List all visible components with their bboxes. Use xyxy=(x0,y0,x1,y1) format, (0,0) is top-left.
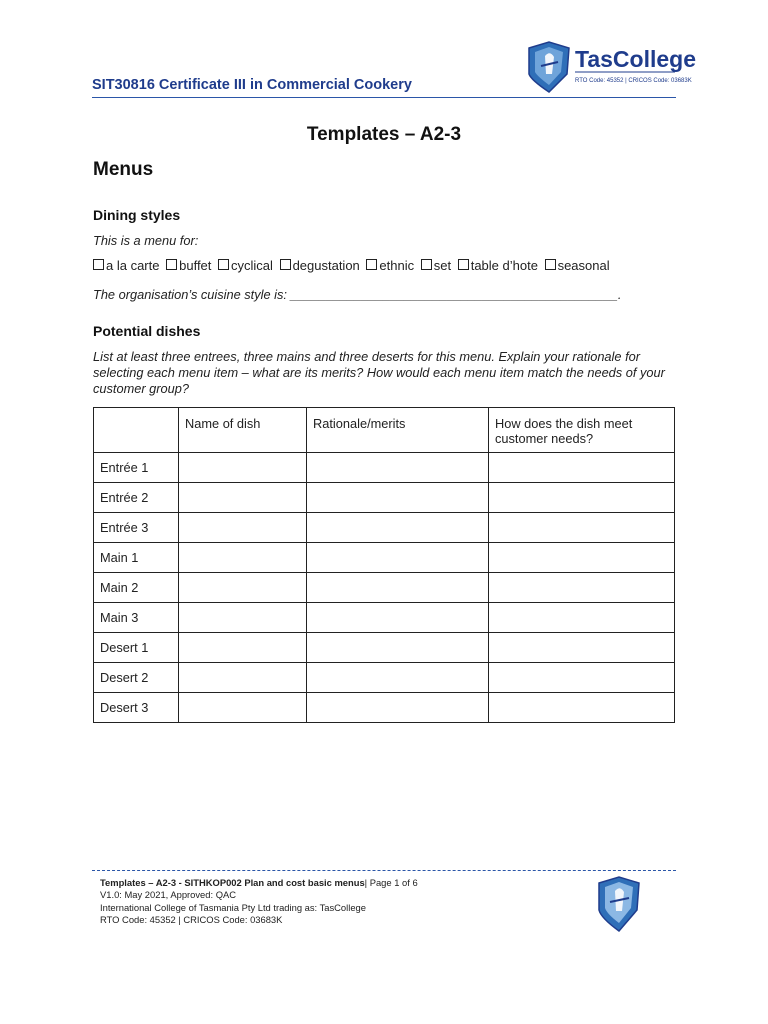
row-label: Entrée 3 xyxy=(94,513,179,543)
potential-dishes-heading: Potential dishes xyxy=(93,323,201,339)
column-header: Rationale/merits xyxy=(307,408,489,453)
rationale-cell[interactable] xyxy=(307,513,489,543)
potential-dishes-instructions: List at least three entrees, three mains and three deserts for this menu. Explain your rationale for selecting each menu item – what are its merits? How would each menu item match the needs of your customer group? xyxy=(93,349,665,396)
dining-option[interactable]: seasonal xyxy=(545,258,610,273)
customer-needs-cell[interactable] xyxy=(489,633,675,663)
table-row xyxy=(94,663,675,693)
dining-option[interactable]: table d’hote xyxy=(458,258,538,273)
checkbox-icon[interactable] xyxy=(280,259,291,270)
footer-line-1 xyxy=(100,877,418,889)
name-of-dish-cell[interactable] xyxy=(179,483,307,513)
dining-option[interactable]: set xyxy=(421,258,451,273)
column-header: How does the dish meet customer needs? xyxy=(489,408,675,453)
name-of-dish-cell[interactable] xyxy=(179,453,307,483)
rationale-cell[interactable] xyxy=(307,453,489,483)
footer-shield-icon xyxy=(596,876,642,932)
dining-style-options xyxy=(93,258,613,273)
dining-option[interactable]: ethnic xyxy=(366,258,414,273)
customer-needs-cell[interactable] xyxy=(489,453,675,483)
tascollege-logo xyxy=(523,40,696,94)
dining-option[interactable]: cyclical xyxy=(218,258,273,273)
customer-needs-cell[interactable] xyxy=(489,543,675,573)
checkbox-icon[interactable] xyxy=(545,259,556,270)
logo-wordmark xyxy=(575,46,696,84)
footer-document-title: Templates – A2-3 - SITHKOP002 Plan and cost basic menus xyxy=(100,877,365,888)
row-label: Desert 2 xyxy=(94,663,179,693)
cuisine-style-field[interactable]: The organisation’s cuisine style is: ______________________________________________. xyxy=(93,287,622,302)
table-row xyxy=(94,693,675,723)
column-header xyxy=(94,408,179,453)
checkbox-icon[interactable] xyxy=(366,259,377,270)
footer-rto-code: RTO Code: 45352 | CRICOS Code: 03683K xyxy=(100,914,283,926)
row-label: Main 3 xyxy=(94,603,179,633)
header-divider xyxy=(92,97,676,98)
svg-text:RTO Code: 45352 | CRICOS Code:: RTO Code: 45352 | CRICOS Code: 03683K xyxy=(575,78,692,84)
checkbox-icon[interactable] xyxy=(421,259,432,270)
rationale-cell[interactable] xyxy=(307,603,489,633)
course-title: SIT30816 Certificate III in Commercial Cookery xyxy=(92,77,412,93)
rationale-cell[interactable] xyxy=(307,663,489,693)
name-of-dish-cell[interactable] xyxy=(179,663,307,693)
name-of-dish-cell[interactable] xyxy=(179,573,307,603)
dining-option[interactable]: degustation xyxy=(280,258,360,273)
customer-needs-cell[interactable] xyxy=(489,573,675,603)
checkbox-icon[interactable] xyxy=(218,259,229,270)
rationale-cell[interactable] xyxy=(307,693,489,723)
row-label: Entrée 2 xyxy=(94,483,179,513)
page-footer xyxy=(100,877,418,927)
dining-styles-heading: Dining styles xyxy=(93,207,181,223)
row-label: Entrée 1 xyxy=(94,453,179,483)
rationale-cell[interactable] xyxy=(307,483,489,513)
row-label: Desert 1 xyxy=(94,633,179,663)
name-of-dish-cell[interactable] xyxy=(179,693,307,723)
column-header: Name of dish xyxy=(179,408,307,453)
dining-option[interactable]: a la carte xyxy=(93,258,159,273)
shield-icon xyxy=(529,42,569,92)
name-of-dish-cell[interactable] xyxy=(179,603,307,633)
dining-option[interactable]: buffet xyxy=(166,258,211,273)
table-row xyxy=(94,513,675,543)
row-label: Main 1 xyxy=(94,543,179,573)
footer-page-number: | Page 1 of 6 xyxy=(364,877,418,888)
footer-divider xyxy=(92,870,676,871)
name-of-dish-cell[interactable] xyxy=(179,633,307,663)
checkbox-icon[interactable] xyxy=(458,259,469,270)
document-title: Templates – A2-3 xyxy=(306,124,462,145)
table-header-row xyxy=(94,408,675,453)
row-label: Main 2 xyxy=(94,573,179,603)
rationale-cell[interactable] xyxy=(307,573,489,603)
table-row xyxy=(94,483,675,513)
name-of-dish-cell[interactable] xyxy=(179,513,307,543)
table-row xyxy=(94,543,675,573)
rationale-cell[interactable] xyxy=(307,633,489,663)
dishes-table xyxy=(93,407,675,723)
table-row xyxy=(94,603,675,633)
row-label: Desert 3 xyxy=(94,693,179,723)
svg-text:TasCollege: TasCollege xyxy=(575,46,696,72)
customer-needs-cell[interactable] xyxy=(489,513,675,543)
checkbox-icon[interactable] xyxy=(93,259,104,270)
footer-version: V1.0: May 2021, Approved: QAC xyxy=(100,889,237,901)
table-row xyxy=(94,633,675,663)
menu-for-prompt: This is a menu for: xyxy=(93,233,199,248)
name-of-dish-cell[interactable] xyxy=(179,543,307,573)
section-title: Menus xyxy=(93,159,154,180)
table-row xyxy=(94,453,675,483)
customer-needs-cell[interactable] xyxy=(489,693,675,723)
customer-needs-cell[interactable] xyxy=(489,483,675,513)
checkbox-icon[interactable] xyxy=(166,259,177,270)
table-row xyxy=(94,573,675,603)
footer-organisation: International College of Tasmania Pty Ltd trading as: TasCollege xyxy=(100,901,366,913)
customer-needs-cell[interactable] xyxy=(489,663,675,693)
customer-needs-cell[interactable] xyxy=(489,603,675,633)
rationale-cell[interactable] xyxy=(307,543,489,573)
